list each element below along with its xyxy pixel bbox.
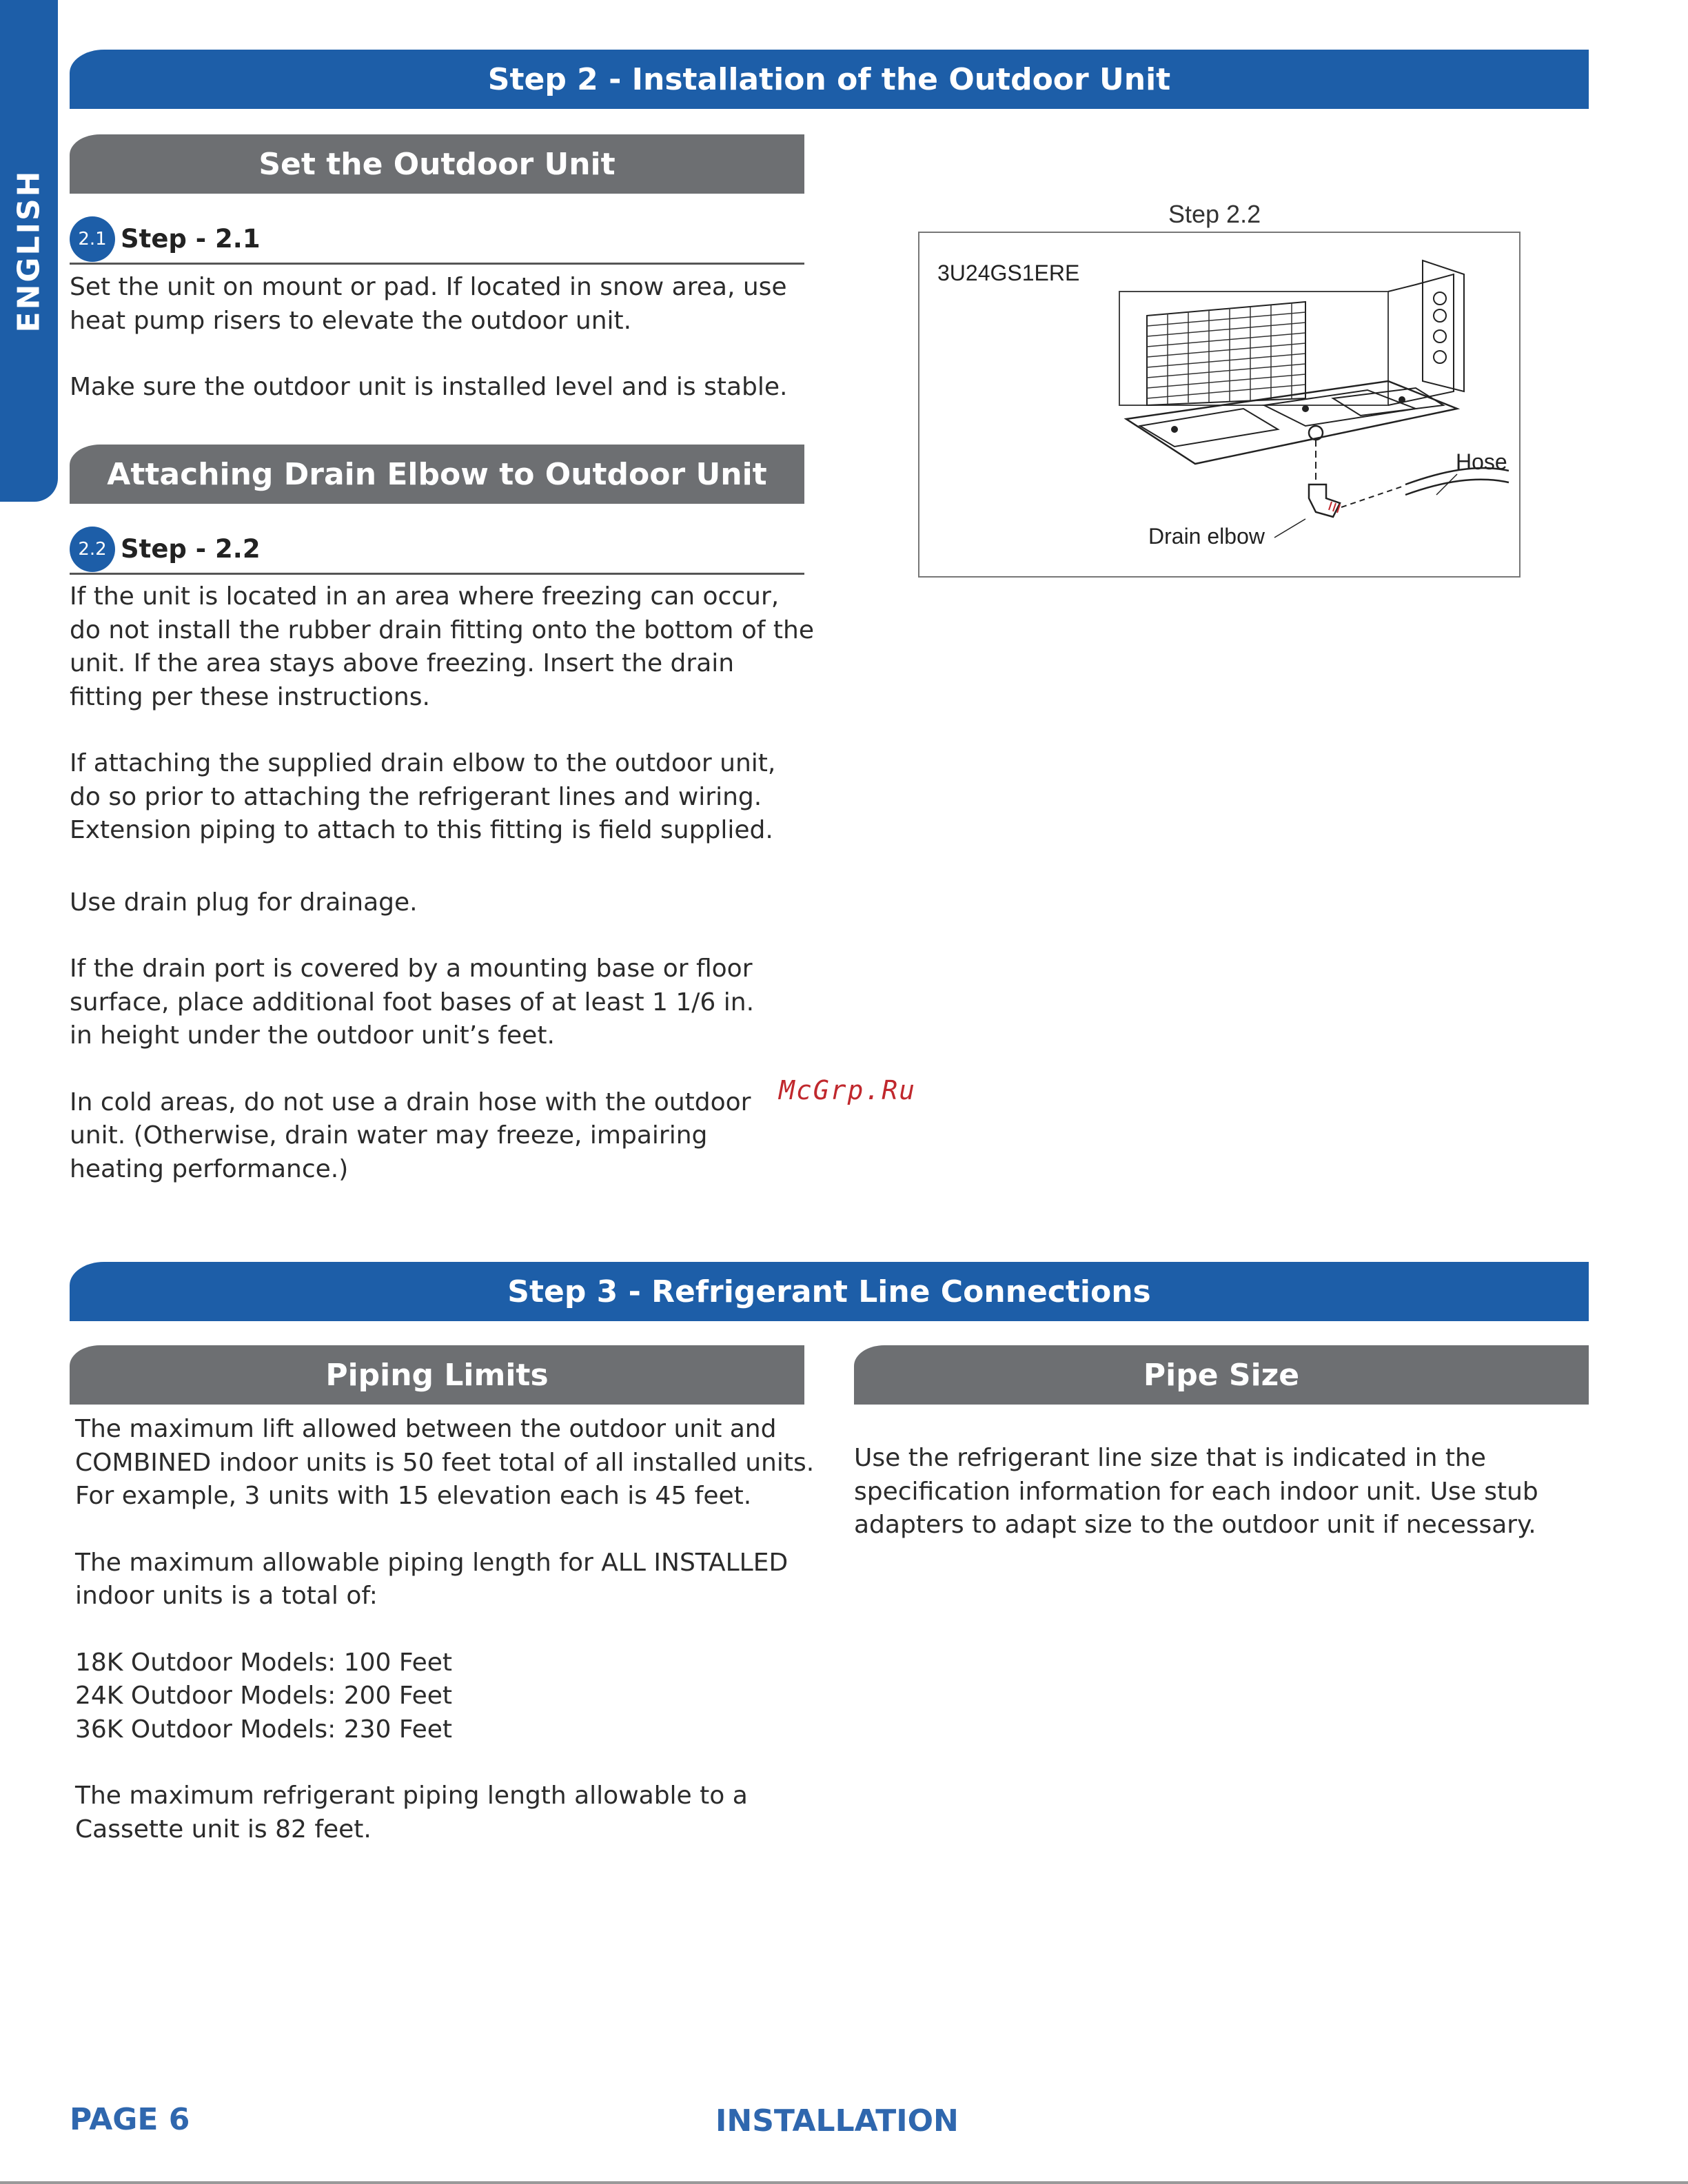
text-line: indoor units is a total of: (75, 1582, 378, 1610)
set-unit-heading: Set the Outdoor Unit (258, 146, 616, 182)
text-line: The maximum refrigerant piping length allowable to a (75, 1782, 748, 1810)
pipe-size-header (854, 1345, 1589, 1405)
pipe-size-text (854, 1442, 1612, 1542)
step2-banner (70, 50, 1589, 109)
step-2-2-title: Step - 2.2 (121, 534, 261, 564)
watermark: McGrp.Ru (779, 1075, 917, 1105)
text-line: The maximum lift allowed between the outdoor unit and (75, 1415, 777, 1443)
model-limit-18k: 18K Outdoor Models: 100 Feet (75, 1648, 452, 1677)
text-line: adapters to adapt size to the outdoor unit if necessary. (854, 1511, 1536, 1539)
piping-limits-heading: Piping Limits (325, 1357, 549, 1393)
pipe-size-heading: Pipe Size (1143, 1357, 1300, 1393)
step-badge-2-2: 2.2 (70, 527, 115, 572)
paragraph: If attaching the supplied drain elbow to the outdoor unit, do so prior to attaching the refrigerant lines and wiring. Extension piping to attach to this fitting is field supplied. (70, 749, 776, 844)
paragraph: Make sure the outdoor unit is installed level and is stable. (70, 373, 788, 401)
page-number: PAGE 6 (70, 2102, 190, 2137)
text-line: Cassette unit is 82 feet. (75, 1815, 372, 1844)
step3-banner (70, 1262, 1589, 1321)
language-label: ENGLISH (11, 169, 47, 333)
step-badge-2-1: 2.1 (70, 216, 115, 262)
text-line: For example, 3 units with 15 elevation each is 45 feet. (75, 1482, 752, 1510)
step-2-2-header (70, 525, 804, 575)
model-limit-36k: 36K Outdoor Models: 230 Feet (75, 1715, 452, 1744)
paragraph: Set the unit on mount or pad. If located in snow area, use heat pump risers to elevate the outdoor unit. (70, 273, 787, 335)
piping-limits-text (75, 1413, 833, 1846)
step3-title: Step 3 - Refrigerant Line Connections (507, 1274, 1151, 1309)
diagram-elbow-label: Drain elbow (1148, 524, 1265, 549)
piping-limits-header (70, 1345, 804, 1405)
set-unit-header (70, 134, 804, 194)
step-2-2-text (70, 580, 814, 1186)
figure-caption: Step 2.2 (1168, 200, 1261, 228)
paragraph: If the drain port is covered by a mounting base or floor surface, place additional foot bases of at least 1 1/6 in. in height under the outdoor unit’s feet. (70, 955, 755, 1050)
step-2-1-title: Step - 2.1 (121, 224, 261, 254)
paragraph: If the unit is located in an area where freezing can occur, do not install the rubber drain fitting onto the bottom of the unit. If the area stays above freezing. Insert the drain fitting per these instructions. (70, 582, 814, 711)
diagram-hose-label: Hose (1456, 449, 1507, 474)
step-2-1-text (70, 271, 814, 405)
drain-elbow-header (70, 445, 804, 504)
model-limit-24k: 24K Outdoor Models: 200 Feet (75, 1682, 452, 1710)
text-line: specification information for each indoor unit. Use stub (854, 1477, 1538, 1506)
drain-elbow-heading: Attaching Drain Elbow to Outdoor Unit (107, 456, 767, 492)
paragraph: Use drain plug for drainage. (70, 888, 418, 917)
text-line: Use the refrigerant line size that is indicated in the (854, 1444, 1486, 1472)
paragraph: In cold areas, do not use a drain hose with the outdoor unit. (Otherwise, drain water may freeze, impairing heating performance.) (70, 1088, 751, 1183)
text-line: COMBINED indoor units is 50 feet total of all installed units. (75, 1448, 815, 1477)
text-line: The maximum allowable piping length for ALL INSTALLED (75, 1548, 789, 1577)
step-2-1-header (70, 215, 804, 265)
footer-section: INSTALLATION (715, 2103, 959, 2139)
footer-rule (0, 2181, 1688, 2184)
diagram-model-label: 3U24GS1ERE (937, 261, 1080, 285)
language-tab (0, 0, 58, 502)
step2-title: Step 2 - Installation of the Outdoor Unit (487, 61, 1171, 97)
